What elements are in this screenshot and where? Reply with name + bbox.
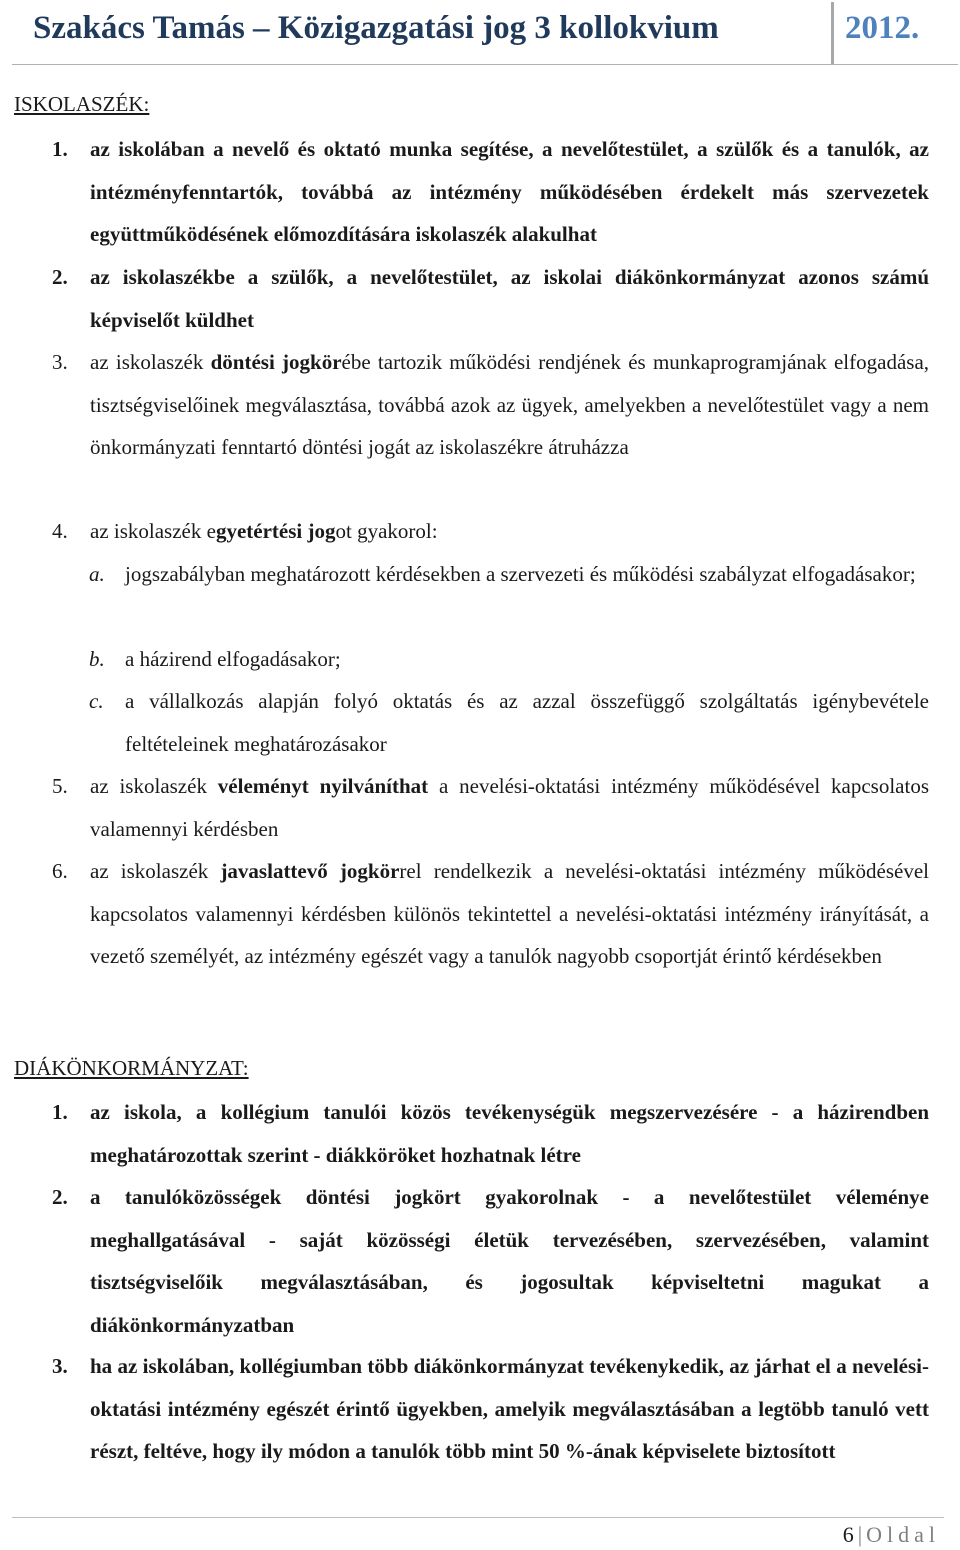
iskolaszek-subitem-c — [89, 680, 929, 765]
emphasized-text: javaslattevő jogkör — [220, 859, 400, 883]
header-title: Szakács Tamás – Közigazgatási jog 3 kollokvium — [33, 10, 719, 46]
item-number: 4. — [52, 519, 68, 543]
subitem-letter: a. — [89, 562, 105, 586]
item-text — [90, 510, 929, 553]
item-text: a tanulóközösségek döntési jogkört gyakorolnak - a nevelőtestület véleménye meghallgatásával - saját közösségi életük tervezésében, szervezésében, valamint tisztségviselőik megválasztásában, és jogosultak képviseltetni magukat a diákönkormányzatban — [90, 1185, 929, 1337]
iskolaszek-item-1 — [52, 128, 929, 256]
item-text — [90, 256, 929, 341]
text-segment: rel rendelkezik a nevelési-oktatási intézmény működésével kapcsolatos valamennyi kérdésben különös tekintettel a nevelési-oktatási intézmény irányítását, a vezető személyét, az intézmény egészét vagy a tanulók nagyobb csoportját érintő kérdésekben — [90, 859, 929, 968]
iskolaszek-item-6 — [52, 850, 929, 978]
footer-divider — [12, 1517, 944, 1518]
emphasized-text: gyetértési jog — [215, 519, 336, 543]
emphasized-text: döntési — [210, 350, 275, 374]
item-number: 2. — [52, 1185, 68, 1209]
item-number: 5. — [52, 774, 68, 798]
iskolaszek-item-5 — [52, 765, 929, 850]
emphasized-text: véleményt nyilváníthat — [217, 774, 429, 798]
section-heading-diakonkormanyzat: DIÁKÖNKORMÁNYZAT: — [14, 1056, 249, 1080]
item-text: az iskola, a kollégium tanulói közös tevékenységük megszervezésére - a házirendben meghatározottak szerint - diákköröket hozhatnak létre — [90, 1100, 929, 1167]
page-label: Oldal — [866, 1522, 940, 1547]
item-text — [90, 128, 929, 256]
text-segment — [275, 350, 282, 374]
iskolaszek-item-2 — [52, 256, 929, 341]
text-segment: az iskolaszék — [90, 859, 221, 883]
emphasized-text: jogkör — [282, 350, 342, 374]
item-number: 1. — [52, 1100, 68, 1124]
iskolaszek-item-3 — [52, 341, 929, 469]
item-text — [90, 765, 929, 850]
text-segment: ot gyakorol: — [335, 519, 438, 543]
text-segment: az iskolában a nevelő és oktató munka segítése, a nevelőtestület, a szülők és a tanulók, az intézményfenntartók, továbbá az intézmény működésében érdekelt más szervezetek együttműködésének előmozdítására iskolaszék alakulhat — [90, 137, 929, 246]
page-footer — [843, 1522, 940, 1548]
item-number: 2. — [52, 265, 68, 289]
text-segment: az iskolaszék — [90, 350, 211, 374]
page-header — [0, 0, 960, 64]
text-segment: ébe tartozik működési rendjének és munkaprogramjának elfogadása, tisztségviselőinek megválasztása, továbbá azok az ügyek, amelyekben a nevelőtestület vagy a nem önkormányzati fenntartó döntési jogát az iskolaszékre átruházza — [90, 350, 930, 459]
text-segment: a nevelési-oktatási intézmény működésével kapcsolatos valamennyi kérdésben — [90, 774, 929, 841]
item-number: 1. — [52, 137, 68, 161]
item-text — [90, 850, 929, 978]
page-number: 6 — [842, 1522, 854, 1547]
diakonkormanyzat-item-2 — [52, 1176, 929, 1346]
item-number: 3. — [52, 350, 68, 374]
diakonkormanyzat-item-3 — [52, 1345, 929, 1473]
iskolaszek-subitem-b — [89, 638, 929, 681]
subitem-text: a vállalkozás alapján folyó oktatás és az azzal összefüggő szolgáltatás igénybevétele feltételeinek meghatározásakor — [125, 689, 929, 756]
text-segment: az iskolaszékbe a szülők, a nevelőtestület, az iskolai diákönkormányzat azonos számú képviselőt küldhet — [90, 265, 929, 332]
iskolaszek-item-4 — [52, 510, 929, 553]
section-heading-iskolaszek: ISKOLASZÉK: — [14, 92, 150, 116]
footer-separator: | — [857, 1522, 863, 1547]
diakonkormanyzat-item-1 — [52, 1091, 929, 1176]
item-number: 3. — [52, 1354, 68, 1378]
item-text — [90, 341, 929, 469]
item-number: 6. — [52, 859, 68, 883]
subitem-letter: b. — [89, 647, 105, 671]
text-segment: az iskolaszék — [90, 774, 218, 798]
subitem-letter: c. — [89, 689, 104, 713]
text-segment: az iskolaszék e — [90, 519, 216, 543]
header-year: 2012. — [845, 10, 920, 46]
header-divider — [12, 64, 958, 65]
item-text: ha az iskolában, kollégiumban több diákönkormányzat tevékenykedik, az járhat el a nevelési-oktatási intézmény egészét érintő ügyekben, amelyik megválasztásában a legtöbb tanuló vett részt, feltéve, hogy ily módon a tanulók több mint 50 %-ának képviselete biztosított — [90, 1354, 929, 1463]
iskolaszek-subitem-a — [89, 553, 929, 596]
subitem-text: a házirend elfogadásakor; — [125, 647, 341, 671]
header-separator — [831, 2, 834, 64]
subitem-text: jogszabályban meghatározott kérdésekben a szervezeti és működési szabályzat elfogadásakor; — [125, 562, 916, 586]
